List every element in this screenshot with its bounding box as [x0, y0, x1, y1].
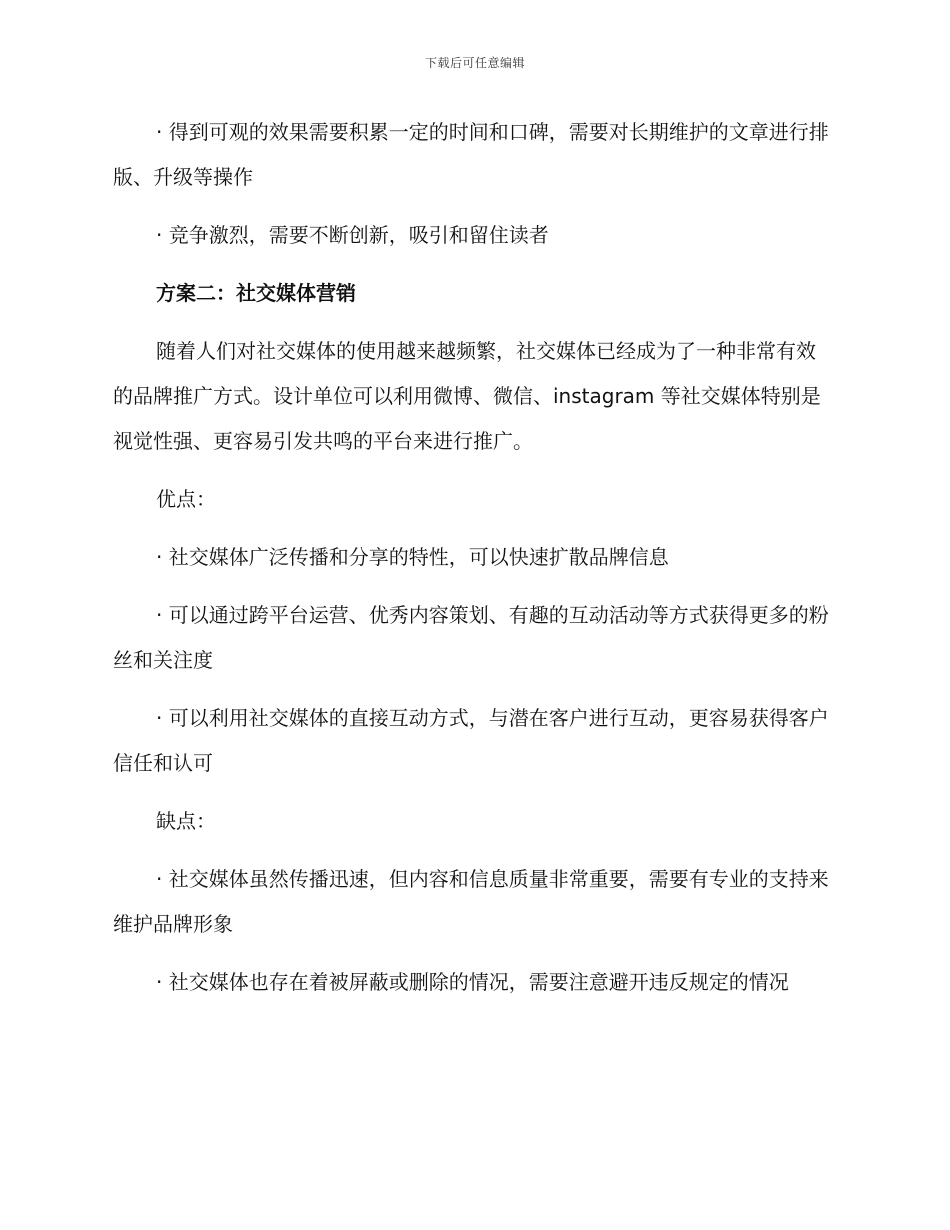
bullet-disadvantage-quality: · 社交媒体虽然传播迅速，但内容和信息质量非常重要，需要有专业的支持来维护品牌形象 [113, 867, 829, 936]
intro-paragraph: 随着人们对社交媒体的使用越来越频繁，社交媒体已经成为了一种非常有效的品牌推广方式。设计单位可以利用微博、微信、instagram 等社交媒体特别是视觉性强、更容易引发共鸣的平台来进行推广。 [113, 339, 821, 453]
section-heading-plan-two: 方案二：社交媒体营销 [156, 281, 356, 305]
document-body [113, 110, 833, 1018]
bullet-disadvantage-blocking: · 社交媒体也存在着被屏蔽或删除的情况，需要注意避开违反规定的情况 [156, 970, 789, 994]
advantages-label: 优点： [156, 487, 216, 511]
bullet-drawback-time: · 得到可观的效果需要积累一定的时间和口碑，需要对长期维护的文章进行排版、升级等操作 [113, 120, 829, 189]
bullet-advantage-interaction: · 可以利用社交媒体的直接互动方式，与潜在客户进行互动，更容易获得客户信任和认可 [113, 706, 829, 775]
bullet-drawback-competition: · 竞争激烈，需要不断创新，吸引和留住读者 [156, 223, 549, 247]
bullet-advantage-followers: · 可以通过跨平台运营、优秀内容策划、有趣的互动活动等方式获得更多的粉丝和关注度 [113, 603, 829, 672]
disadvantages-label: 缺点： [156, 809, 216, 833]
bullet-advantage-spread: · 社交媒体广泛传播和分享的特性，可以快速扩散品牌信息 [156, 545, 669, 569]
page-header: 下载后可任意编辑 [424, 56, 525, 70]
